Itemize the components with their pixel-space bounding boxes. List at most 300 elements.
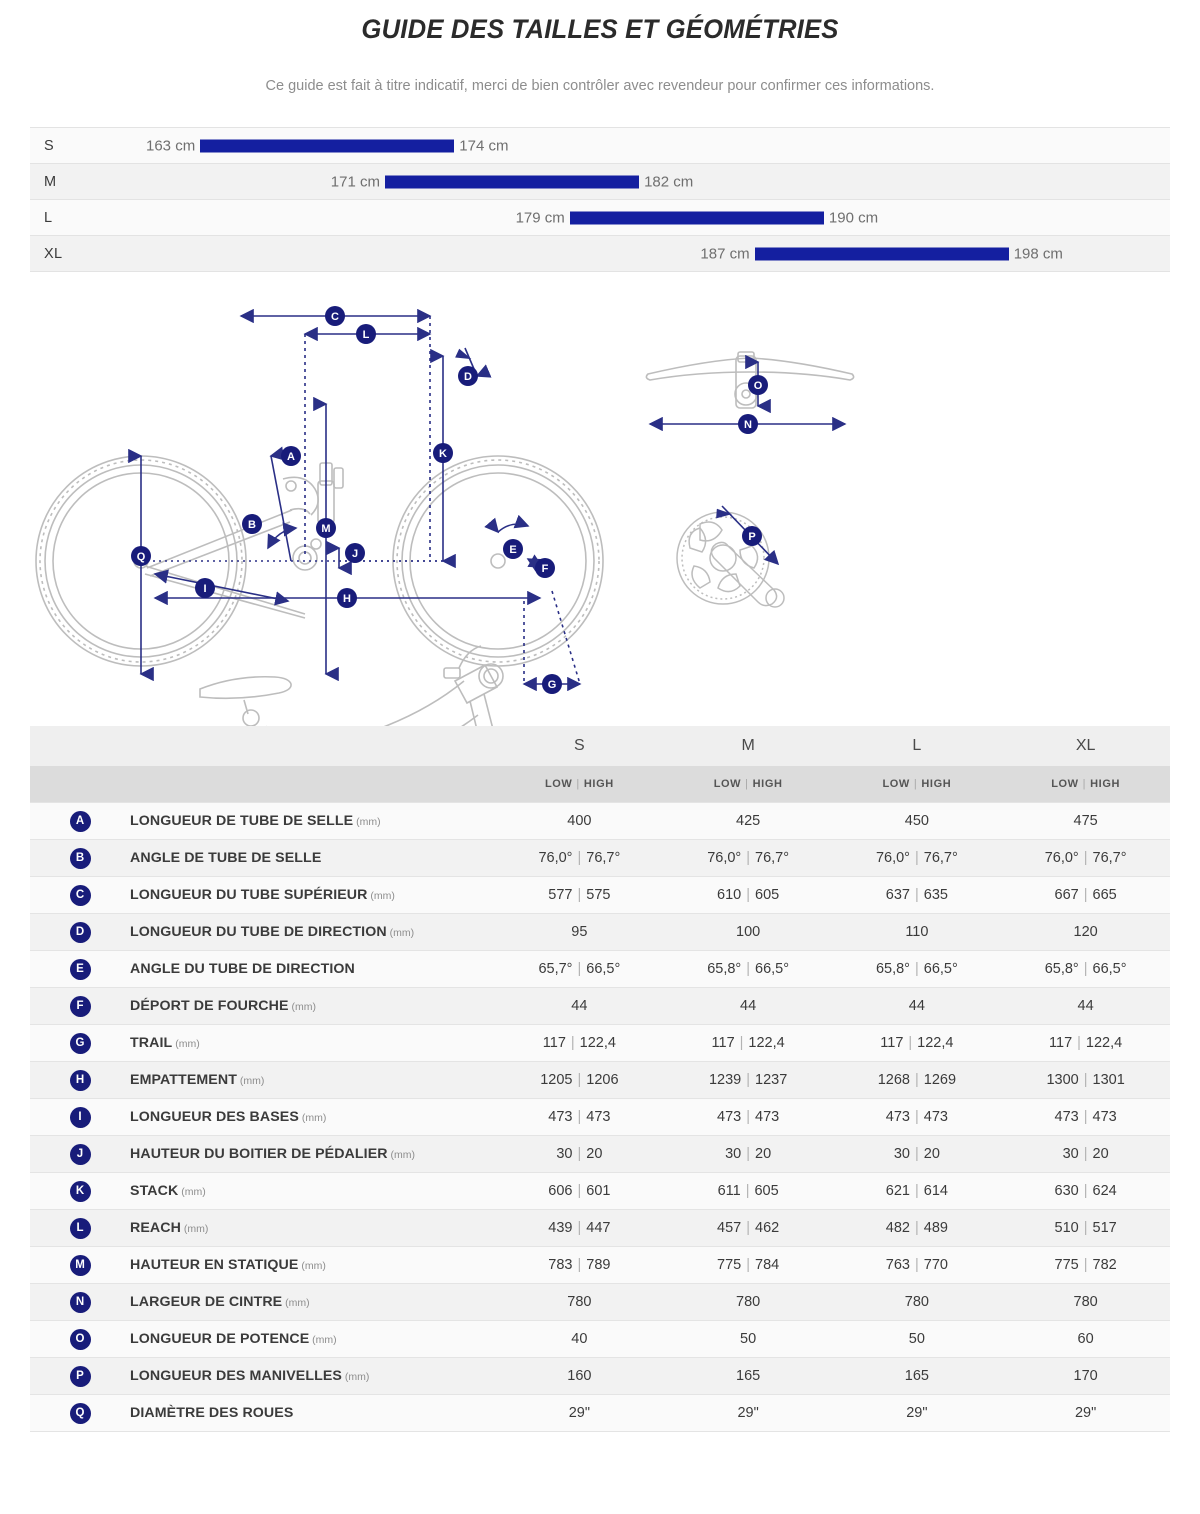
- value-low: 65,8°: [1044, 961, 1079, 978]
- value-high: 770: [923, 1257, 948, 1274]
- row-unit: (mm): [386, 927, 415, 940]
- value-separator: |: [914, 1072, 919, 1089]
- value-low: 65,7°: [538, 961, 573, 978]
- value-separator: |: [1083, 1183, 1088, 1200]
- row-badge-q: Q: [70, 1403, 91, 1424]
- value-low: 510: [1054, 1220, 1079, 1237]
- value-separator: |: [739, 1035, 744, 1052]
- row-unit: (mm): [309, 1334, 337, 1347]
- value-cell-l-l: [833, 1210, 1002, 1247]
- row-badge-cell: [30, 1173, 130, 1210]
- row-badge-o: O: [70, 1329, 91, 1350]
- value-low: 76,0°: [538, 850, 573, 867]
- value-single: 165: [736, 1368, 761, 1385]
- lowhigh-header-s: [495, 766, 664, 803]
- value-cell-i-s: [495, 1099, 664, 1136]
- value-separator: |: [577, 1072, 582, 1089]
- value-high: 784: [755, 1257, 780, 1274]
- value-low: 65,8°: [875, 961, 910, 978]
- row-name-cell: [130, 803, 495, 840]
- table-row: [30, 1284, 1170, 1321]
- value-separator: |: [914, 1220, 919, 1237]
- row-badge-cell: [30, 951, 130, 988]
- row-badge-k: K: [70, 1181, 91, 1202]
- value-low: 76,0°: [875, 850, 910, 867]
- dimension-lines: [141, 316, 580, 684]
- fork-leg-right: [484, 694, 532, 726]
- row-badge-p: P: [70, 1366, 91, 1387]
- low-label: LOW: [713, 778, 742, 791]
- callout-label-d: D: [464, 371, 472, 384]
- geometry-table-head: [30, 726, 1170, 803]
- value-separator: |: [1083, 1146, 1088, 1163]
- value-single: 165: [904, 1368, 929, 1385]
- value-high: 789: [586, 1257, 611, 1274]
- value-cell-j-s: [495, 1136, 664, 1173]
- value-single: 29": [568, 1405, 591, 1422]
- value-high: 473: [586, 1109, 611, 1126]
- row-name: HAUTEUR DU BOITIER DE PÉDALIER: [130, 1146, 388, 1163]
- row-badge-n: N: [70, 1292, 91, 1313]
- value-high: 462: [755, 1220, 780, 1237]
- pivot-lower: [311, 539, 321, 549]
- value-cell-o-l: [833, 1321, 1002, 1358]
- value-single: 780: [1073, 1294, 1098, 1311]
- row-name: DIAMÈTRE DES ROUES: [130, 1405, 294, 1422]
- value-high: 66,5°: [923, 961, 958, 978]
- value-cell-c-s: [495, 877, 664, 914]
- value-cell-a-xl: [1001, 803, 1170, 840]
- value-separator: |: [746, 961, 751, 978]
- row-name-cell: [130, 951, 495, 988]
- value-separator: |: [908, 1035, 913, 1052]
- table-row: [30, 1358, 1170, 1395]
- value-low: 30: [893, 1146, 910, 1163]
- value-high: 614: [923, 1183, 948, 1200]
- size-header-s: S: [495, 726, 664, 766]
- value-high: 20: [755, 1146, 772, 1163]
- row-badge-i: I: [70, 1107, 91, 1128]
- value-cell-h-m: [664, 1062, 833, 1099]
- value-low: 439: [548, 1220, 573, 1237]
- lowhigh-header-xl: [1001, 766, 1170, 803]
- value-low: 457: [717, 1220, 742, 1237]
- stem-clamp-top: [738, 352, 754, 362]
- size-min-label: 179 cm: [515, 209, 565, 227]
- row-name-cell: [130, 1247, 495, 1284]
- value-single: 100: [736, 924, 761, 941]
- value-single: 425: [736, 813, 761, 830]
- row-unit: (mm): [236, 1075, 265, 1088]
- value-high: 782: [1092, 1257, 1117, 1274]
- value-cell-p-s: [495, 1358, 664, 1395]
- row-badge-cell: [30, 1099, 130, 1136]
- size-range-bar: [200, 139, 454, 152]
- row-name: REACH: [130, 1220, 181, 1237]
- row-badge-l: L: [70, 1218, 91, 1239]
- row-name: ANGLE DE TUBE DE SELLE: [130, 850, 322, 867]
- value-single: 120: [1073, 924, 1098, 941]
- value-high: 1269: [923, 1072, 957, 1089]
- value-cell-l-xl: [1001, 1210, 1170, 1247]
- value-cell-f-m: [664, 988, 833, 1025]
- row-name: LONGUEUR DU TUBE DE DIRECTION: [130, 924, 387, 941]
- row-badge-b: B: [70, 848, 91, 869]
- value-low: 30: [725, 1146, 742, 1163]
- value-cell-i-l: [833, 1099, 1002, 1136]
- value-single: 160: [567, 1368, 592, 1385]
- value-cell-c-xl: [1001, 877, 1170, 914]
- value-cell-j-l: [833, 1136, 1002, 1173]
- seatstay-upper: [147, 510, 292, 568]
- value-separator: |: [1083, 961, 1088, 978]
- lowhigh-separator: |: [913, 778, 918, 791]
- callout-label-h: H: [343, 593, 351, 606]
- row-name-cell: [130, 1136, 495, 1173]
- value-cell-j-m: [664, 1136, 833, 1173]
- value-cell-h-xl: [1001, 1062, 1170, 1099]
- callout-label-e: E: [509, 544, 517, 557]
- size-row-xl: [30, 236, 1170, 272]
- size-label: L: [44, 209, 53, 226]
- value-low: 610: [717, 887, 742, 904]
- value-high: 122,4: [917, 1035, 954, 1052]
- value-cell-m-l: [833, 1247, 1002, 1284]
- callout-label-i: I: [203, 583, 207, 596]
- value-cell-o-xl: [1001, 1321, 1170, 1358]
- value-separator: |: [914, 850, 919, 867]
- value-cell-n-l: [833, 1284, 1002, 1321]
- value-high: 473: [1092, 1109, 1117, 1126]
- value-cell-h-s: [495, 1062, 664, 1099]
- size-label: M: [44, 173, 57, 190]
- value-separator: |: [914, 1183, 919, 1200]
- row-name-cell: [130, 1062, 495, 1099]
- value-cell-q-s: [495, 1395, 664, 1432]
- high-label: HIGH: [1090, 778, 1121, 791]
- value-high: 66,5°: [755, 961, 790, 978]
- row-badge-cell: [30, 1062, 130, 1099]
- size-bar-group: [146, 137, 509, 154]
- row-badge-cell: [30, 1395, 130, 1432]
- row-badge-cell: [30, 1136, 130, 1173]
- size-max-label: 174 cm: [459, 137, 509, 155]
- value-high: 1206: [586, 1072, 619, 1089]
- row-name-cell: [130, 1025, 495, 1062]
- callout-label-m: M: [321, 523, 331, 536]
- table-row: [30, 914, 1170, 951]
- value-high: 575: [586, 887, 611, 904]
- lowhigh-header-m: [664, 766, 833, 803]
- callout-label-o: O: [753, 380, 763, 393]
- value-separator: |: [577, 887, 582, 904]
- value-cell-e-xl: [1001, 951, 1170, 988]
- value-separator: |: [914, 961, 919, 978]
- row-badge-h: H: [70, 1070, 91, 1091]
- value-low: 473: [548, 1109, 573, 1126]
- lowhigh-header-l: [833, 766, 1002, 803]
- value-low: 117: [711, 1035, 735, 1052]
- table-row: [30, 1321, 1170, 1358]
- value-single: 780: [736, 1294, 761, 1311]
- value-high: 76,7°: [1092, 850, 1127, 867]
- table-row: [30, 1025, 1170, 1062]
- page-subtitle: Ce guide est fait à titre indicatif, merci de bien contrôler avec revendeur pour confirmer ces informations.: [265, 78, 935, 95]
- value-separator: |: [914, 1257, 919, 1274]
- chainstay-bottom: [145, 574, 305, 618]
- callout-label-q: Q: [136, 551, 146, 564]
- callout-label-l: L: [362, 329, 370, 342]
- size-header-row: [30, 726, 1170, 766]
- row-name-cell: [130, 914, 495, 951]
- value-low: 611: [717, 1183, 741, 1200]
- row-name-cell: [130, 1210, 495, 1247]
- value-single: 780: [904, 1294, 929, 1311]
- value-low: 763: [885, 1257, 910, 1274]
- row-unit: (mm): [353, 816, 381, 829]
- high-label: HIGH: [921, 778, 952, 791]
- chainring-arm-3: [692, 566, 710, 588]
- value-high: 1301: [1092, 1072, 1125, 1089]
- value-cell-o-m: [664, 1321, 833, 1358]
- value-cell-k-s: [495, 1173, 664, 1210]
- value-single: 44: [740, 998, 757, 1015]
- value-cell-f-xl: [1001, 988, 1170, 1025]
- value-high: 473: [755, 1109, 780, 1126]
- value-separator: |: [1083, 1109, 1088, 1126]
- size-max-label: 198 cm: [1013, 245, 1063, 263]
- value-cell-f-l: [833, 988, 1002, 1025]
- value-cell-m-xl: [1001, 1247, 1170, 1284]
- value-low: 30: [1062, 1146, 1079, 1163]
- row-name-cell: [130, 1284, 495, 1321]
- size-min-label: 171 cm: [330, 173, 380, 191]
- row-name: STACK: [130, 1183, 179, 1200]
- high-label: HIGH: [583, 778, 614, 791]
- size-guide-table: [30, 127, 1170, 272]
- table-row: [30, 840, 1170, 877]
- rocker-link: [290, 509, 310, 514]
- value-low: 473: [717, 1109, 742, 1126]
- front-tire-tread: [397, 460, 599, 662]
- table-row: [30, 1062, 1170, 1099]
- row-badge-cell: [30, 988, 130, 1025]
- row-unit: (mm): [341, 1371, 370, 1384]
- value-cell-n-xl: [1001, 1284, 1170, 1321]
- size-header-l: L: [833, 726, 1002, 766]
- value-low: 667: [1054, 887, 1079, 904]
- size-row-s: [30, 128, 1170, 164]
- size-label: XL: [44, 245, 63, 262]
- row-name-cell: [130, 1358, 495, 1395]
- value-cell-i-m: [664, 1099, 833, 1136]
- row-unit: (mm): [387, 1149, 416, 1162]
- table-row: [30, 1173, 1170, 1210]
- row-name: LARGEUR DE CINTRE: [130, 1294, 283, 1311]
- row-unit: (mm): [172, 1038, 200, 1051]
- callout-label-n: N: [744, 419, 752, 432]
- chainring-arm-4: [718, 574, 740, 592]
- value-high: 1237: [755, 1072, 788, 1089]
- callout-label-f: F: [541, 563, 549, 576]
- row-badge-cell: [30, 877, 130, 914]
- row-name: EMPATTEMENT: [130, 1072, 237, 1089]
- table-row: [30, 951, 1170, 988]
- value-high: 601: [586, 1183, 611, 1200]
- table-row: [30, 803, 1170, 840]
- size-bar-group: [700, 245, 1063, 262]
- steerer-center: [742, 390, 750, 398]
- value-cell-g-s: [495, 1025, 664, 1062]
- value-cell-l-m: [664, 1210, 833, 1247]
- value-cell-f-s: [495, 988, 664, 1025]
- high-label: HIGH: [752, 778, 783, 791]
- value-high: 489: [923, 1220, 948, 1237]
- callout-label-g: G: [547, 679, 557, 692]
- value-single: 170: [1073, 1368, 1098, 1385]
- value-cell-b-xl: [1001, 840, 1170, 877]
- value-low: 473: [885, 1109, 910, 1126]
- value-low: 606: [548, 1183, 573, 1200]
- row-badge-g: G: [70, 1033, 91, 1054]
- size-row-m: [30, 164, 1170, 200]
- value-cell-k-m: [664, 1173, 833, 1210]
- value-low: 775: [717, 1257, 742, 1274]
- value-separator: |: [1083, 1257, 1088, 1274]
- row-name: DÉPORT DE FOURCHE: [130, 998, 289, 1015]
- value-separator: |: [570, 1035, 575, 1052]
- value-single: 50: [740, 1331, 757, 1348]
- value-separator: |: [746, 1146, 751, 1163]
- row-name-cell: [130, 1099, 495, 1136]
- value-separator: |: [1083, 1072, 1088, 1089]
- row-badge-cell: [30, 1358, 130, 1395]
- table-row: [30, 877, 1170, 914]
- row-badge-a: A: [70, 811, 91, 832]
- row-name: TRAIL: [130, 1035, 173, 1052]
- low-label: LOW: [882, 778, 910, 791]
- row-name-cell: [130, 988, 495, 1025]
- value-separator: |: [1077, 1035, 1081, 1052]
- value-single: 450: [904, 813, 929, 830]
- callout-label-a: A: [287, 451, 295, 464]
- value-high: 605: [755, 887, 780, 904]
- row-badge-cell: [30, 914, 130, 951]
- value-high: 66,5°: [1092, 961, 1127, 978]
- value-single: 400: [567, 813, 592, 830]
- bike-outline-group: [36, 456, 603, 726]
- value-separator: |: [746, 1220, 751, 1237]
- stem-clamp: [444, 668, 460, 678]
- row-name-cell: [130, 840, 495, 877]
- row-unit: (mm): [367, 890, 395, 903]
- row-name-cell: [130, 1321, 495, 1358]
- table-row: [30, 1099, 1170, 1136]
- row-name: LONGUEUR DES BASES: [130, 1109, 299, 1126]
- value-high: 473: [923, 1109, 948, 1126]
- value-cell-q-l: [833, 1395, 1002, 1432]
- value-low: 1239: [708, 1072, 742, 1089]
- value-cell-p-m: [664, 1358, 833, 1395]
- value-cell-b-m: [664, 840, 833, 877]
- geometry-table-body: [30, 803, 1170, 1432]
- size-min-label: 187 cm: [700, 245, 750, 263]
- table-row: [30, 1136, 1170, 1173]
- value-separator: |: [746, 1072, 751, 1089]
- value-cell-o-s: [495, 1321, 664, 1358]
- table-row: [30, 1395, 1170, 1432]
- value-cell-p-xl: [1001, 1358, 1170, 1395]
- value-high: 605: [754, 1183, 779, 1200]
- value-cell-g-l: [833, 1025, 1002, 1062]
- size-header-xl: XL: [1001, 726, 1170, 766]
- value-cell-m-s: [495, 1247, 664, 1284]
- value-cell-q-m: [664, 1395, 833, 1432]
- row-badge-cell: [30, 1210, 130, 1247]
- front-hub: [491, 554, 505, 568]
- value-cell-k-xl: [1001, 1173, 1170, 1210]
- size-max-label: 190 cm: [828, 209, 879, 227]
- size-header-spacer: [30, 726, 495, 766]
- size-row-l: [30, 200, 1170, 236]
- size-max-label: 182 cm: [644, 173, 694, 191]
- value-low: 482: [885, 1220, 910, 1237]
- size-bar-group: [331, 173, 694, 190]
- value-cell-k-l: [833, 1173, 1002, 1210]
- row-name: LONGUEUR DE POTENCE: [130, 1331, 310, 1348]
- value-single: 110: [905, 924, 929, 941]
- callout-label-c: C: [331, 311, 339, 324]
- lowhigh-separator: |: [1082, 778, 1087, 791]
- value-cell-c-l: [833, 877, 1002, 914]
- value-cell-i-xl: [1001, 1099, 1170, 1136]
- fork-leg-left: [470, 701, 515, 726]
- value-cell-d-l: [833, 914, 1002, 951]
- value-separator: |: [746, 1257, 751, 1274]
- value-cell-a-s: [495, 803, 664, 840]
- value-single: 95: [571, 924, 588, 941]
- row-unit: (mm): [282, 1297, 310, 1310]
- saddle: [200, 677, 291, 699]
- lowhigh-separator: |: [576, 778, 580, 791]
- value-separator: |: [914, 887, 919, 904]
- value-separator: |: [914, 1146, 919, 1163]
- row-name: ANGLE DU TUBE DE DIRECTION: [130, 961, 355, 978]
- lowhigh-header-spacer: [30, 766, 495, 803]
- value-cell-a-l: [833, 803, 1002, 840]
- value-single: 29": [737, 1405, 759, 1422]
- value-cell-a-m: [664, 803, 833, 840]
- row-badge-cell: [30, 1321, 130, 1358]
- value-low: 117: [542, 1035, 566, 1052]
- row-badge-cell: [30, 803, 130, 840]
- value-high: 665: [1092, 887, 1117, 904]
- row-name-cell: [130, 877, 495, 914]
- lowhigh-separator: |: [745, 778, 749, 791]
- value-high: 76,7°: [923, 850, 958, 867]
- value-high: 635: [923, 887, 948, 904]
- top-tube-upper: [276, 681, 464, 726]
- value-low: 76,0°: [707, 850, 742, 867]
- callout-label-b: B: [248, 519, 256, 532]
- value-single: 29": [906, 1405, 928, 1422]
- value-high: 517: [1092, 1220, 1117, 1237]
- row-unit: (mm): [298, 1260, 326, 1273]
- value-cell-h-l: [833, 1062, 1002, 1099]
- seat-clamp: [243, 710, 259, 726]
- value-single: 29": [1074, 1405, 1097, 1422]
- value-cell-b-s: [495, 840, 664, 877]
